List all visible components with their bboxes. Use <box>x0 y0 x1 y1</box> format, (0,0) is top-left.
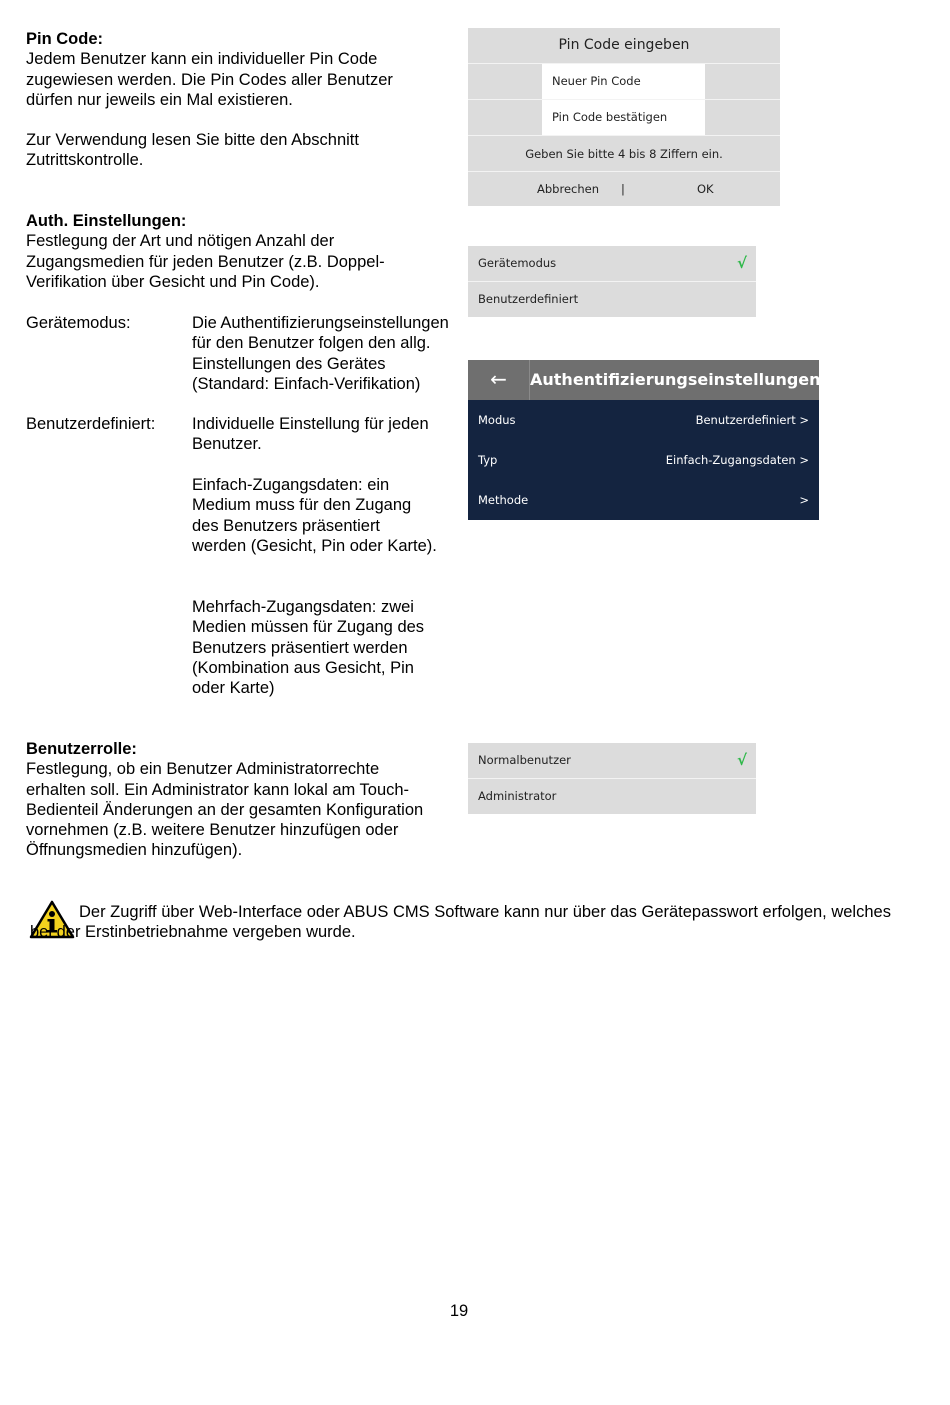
auth-row-typ[interactable] <box>468 440 819 480</box>
confirm-pin-field[interactable]: Pin Code bestätigen <box>542 100 705 135</box>
mode-list <box>468 246 756 317</box>
pin-dialog-actions <box>468 171 780 207</box>
auth-row-methode[interactable] <box>468 480 819 520</box>
auth-heading: Auth. Einstellungen: <box>26 212 187 230</box>
auth-settings-section <box>26 211 446 292</box>
auth-header <box>468 360 819 400</box>
cancel-button[interactable]: Abbrechen <box>537 182 599 196</box>
auth-screen-title: Authentifizierungseinstellungen <box>530 370 821 389</box>
auth-row-label: Typ <box>478 453 498 467</box>
auth-row-value: > <box>799 493 809 507</box>
user-role-section <box>26 739 446 861</box>
auth-settings-screen <box>468 360 819 520</box>
role-description: Festlegung, ob ein Benutzer Administratorrechte erhalten soll. Ein Administrator kann lokal am Touch-Bedienteil Änderungen an der gesamten Konfiguration vornehmen (z.B. weitere Benutzer hinzufügen oder Öffnungsmedien hinzufügen). <box>26 760 424 860</box>
pin-dialog-title: Pin Code eingeben <box>558 37 690 53</box>
auth-row-modus[interactable] <box>468 400 819 440</box>
benutzerdefiniert-description: Individuelle Einstellung für jeden Benutzer. <box>192 415 429 454</box>
auth-row-label: Modus <box>478 413 516 427</box>
auth-row-value: Benutzerdefiniert > <box>695 413 809 427</box>
auth-intro: Festlegung der Art und nötigen Anzahl der Zugangsmedien für jeden Benutzer (z.B. Doppel-Verifikation über Gesicht und Pin Code). <box>26 232 385 291</box>
einfach-description: Einfach-Zugangsdaten: ein Medium muss für den Zugang des Benutzers präsentiert werden (Gesicht, Pin oder Karte). <box>192 476 437 555</box>
pin-code-description: Jedem Benutzer kann ein individueller Pin Code zugewiesen werden. Die Pin Codes aller Benutzer dürfen nur jeweils ein Mal existieren. <box>26 50 393 109</box>
check-icon: √ <box>736 751 747 769</box>
auth-row-value: Einfach-Zugangsdaten > <box>665 453 809 467</box>
page-number: 19 <box>449 1302 469 1320</box>
mode-option-geraetemodus[interactable] <box>468 246 756 282</box>
back-arrow-icon[interactable]: ← <box>468 360 530 400</box>
geraetemodus-term: Gerätemodus: <box>26 314 131 332</box>
role-list <box>468 743 756 814</box>
mode-option-label: Benutzerdefiniert <box>478 292 579 306</box>
mode-option-benutzerdefiniert[interactable] <box>468 282 756 317</box>
pin-hint: Geben Sie bitte 4 bis 8 Ziffern ein. <box>468 135 780 172</box>
benutzerdefiniert-term: Benutzerdefiniert: <box>26 415 156 433</box>
action-separator: | <box>621 182 625 196</box>
role-option-normalbenutzer[interactable] <box>468 743 756 779</box>
note-text <box>30 902 910 943</box>
check-icon: √ <box>736 254 747 272</box>
confirm-pin-row <box>468 99 780 135</box>
role-option-label: Normalbenutzer <box>478 753 571 767</box>
pin-code-section <box>26 29 446 171</box>
auth-row-label: Methode <box>478 493 529 507</box>
new-pin-field[interactable]: Neuer Pin Code <box>542 64 705 99</box>
ok-button[interactable]: OK <box>697 182 714 196</box>
pin-code-reference: Zur Verwendung lesen Sie bitte den Abschnitt Zutrittskontrolle. <box>26 131 359 170</box>
new-pin-row <box>468 63 780 99</box>
mehrfach-description: Mehrfach-Zugangsdaten: zwei Medien müssen für Zugang des Benutzers präsentiert werden (Kombination aus Gesicht, Pin oder Karte) <box>192 598 425 698</box>
pin-code-heading: Pin Code: <box>26 30 103 48</box>
role-option-administrator[interactable] <box>468 779 756 814</box>
spacer <box>26 110 446 130</box>
role-option-label: Administrator <box>478 789 557 803</box>
role-heading: Benutzerrolle: <box>26 740 137 758</box>
mode-option-label: Gerätemodus <box>478 256 557 270</box>
geraetemodus-description: Die Authentifizierungseinstellungen für den Benutzer folgen den allg. Einstellungen des Gerätes (Standard: Einfach-Verifikation) <box>192 314 449 393</box>
note-content: Der Zugriff über Web-Interface oder ABUS CMS Software kann nur über das Gerätepasswort erfolgen, welches bei der Erstinbetriebnahme vergeben wurde. <box>30 903 891 942</box>
pin-code-dialog <box>468 28 780 206</box>
